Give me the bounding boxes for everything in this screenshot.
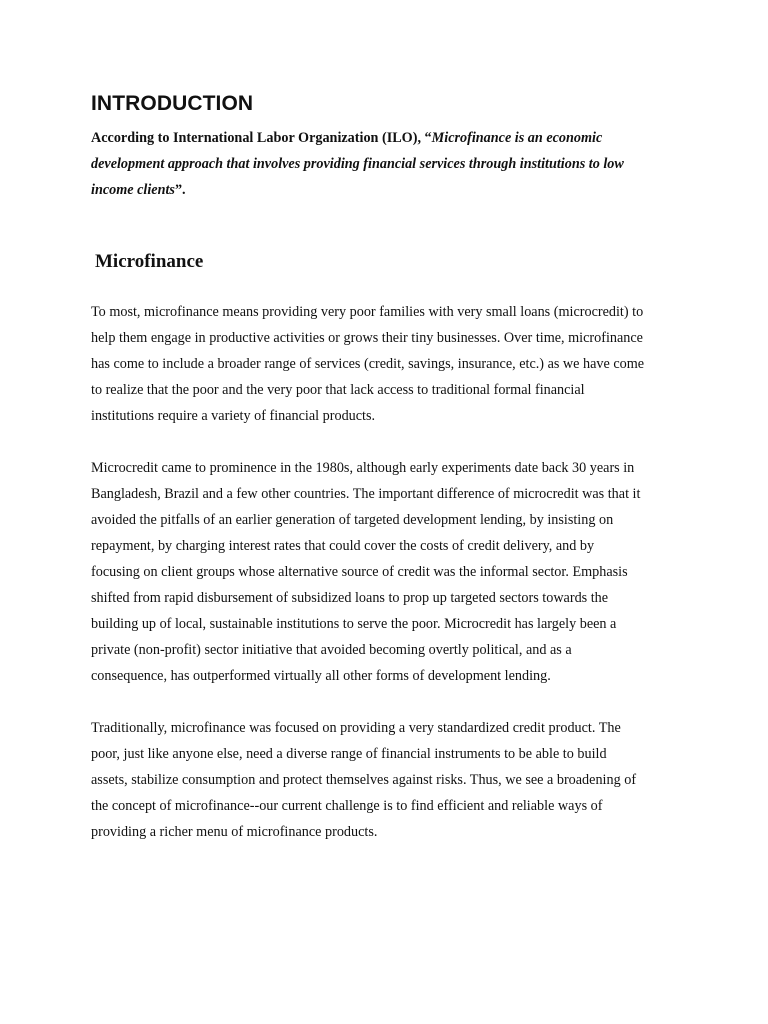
paragraph-line: consequence, has outperformed virtually all other forms of development lending. <box>91 668 551 684</box>
intro-line-3 <box>91 177 691 203</box>
intro-prefix: According to International Labor Organization (ILO), “ <box>91 130 432 146</box>
intro-line-1 <box>91 125 691 151</box>
paragraph-line: help them engage in productive activities or grows their tiny businesses. Over time, microfinance <box>91 330 643 346</box>
intro-line-2 <box>91 151 691 177</box>
page-title: INTRODUCTION <box>91 92 254 115</box>
paragraph-line: focusing on client groups whose alternative source of credit was the informal sector. Emphasis <box>91 564 628 580</box>
intro-quote-3: income clients <box>91 182 175 198</box>
intro-quote-2: development approach that involves providing financial services through institutions to low <box>91 156 624 172</box>
paragraph-3 <box>91 715 691 845</box>
paragraph-line: Bangladesh, Brazil and a few other countries. The important difference of microcredit was that it <box>91 486 641 502</box>
paragraph-line: poor, just like anyone else, need a diverse range of financial instruments to be able to build <box>91 746 607 762</box>
section-heading: Microfinance <box>95 251 204 272</box>
paragraph-line: has come to include a broader range of services (credit, savings, insurance, etc.) as we have come <box>91 356 645 372</box>
paragraph-line: building up of local, sustainable institutions to serve the poor. Microcredit has largely been a <box>91 616 617 632</box>
intro-definition <box>91 125 691 203</box>
intro-quote-1: Microfinance is an economic <box>431 130 603 146</box>
paragraph-line: avoided the pitfalls of an earlier generation of targeted development lending, by insisting on <box>91 512 614 528</box>
paragraph-line: shifted from rapid disbursement of subsidized loans to prop up targeted sectors towards the <box>91 590 609 606</box>
paragraph-1 <box>91 299 691 429</box>
paragraph-line: the concept of microfinance--our current challenge is to find efficient and reliable ways of <box>91 798 603 814</box>
paragraph-line: Traditionally, microfinance was focused on providing a very standardized credit product. The <box>91 720 621 736</box>
paragraph-line: private (non-profit) sector initiative that avoided becoming overtly political, and as a <box>91 642 572 658</box>
paragraph-line: institutions require a variety of financial products. <box>91 408 376 424</box>
paragraph-line: to realize that the poor and the very poor that lack access to traditional formal financial <box>91 382 585 398</box>
paragraph-line: To most, microfinance means providing very poor families with very small loans (microcredit) to <box>91 304 644 320</box>
paragraph-line: Microcredit came to prominence in the 1980s, although early experiments date back 30 years in <box>91 460 635 476</box>
intro-suffix: ”. <box>174 182 186 198</box>
paragraph-line: assets, stabilize consumption and protect themselves against risks. Thus, we see a broadening of <box>91 772 637 788</box>
paragraph-2 <box>91 455 691 689</box>
paragraph-line: repayment, by charging interest rates that could cover the costs of credit delivery, and by <box>91 538 595 554</box>
paragraph-line: providing a richer menu of microfinance products. <box>91 824 378 840</box>
